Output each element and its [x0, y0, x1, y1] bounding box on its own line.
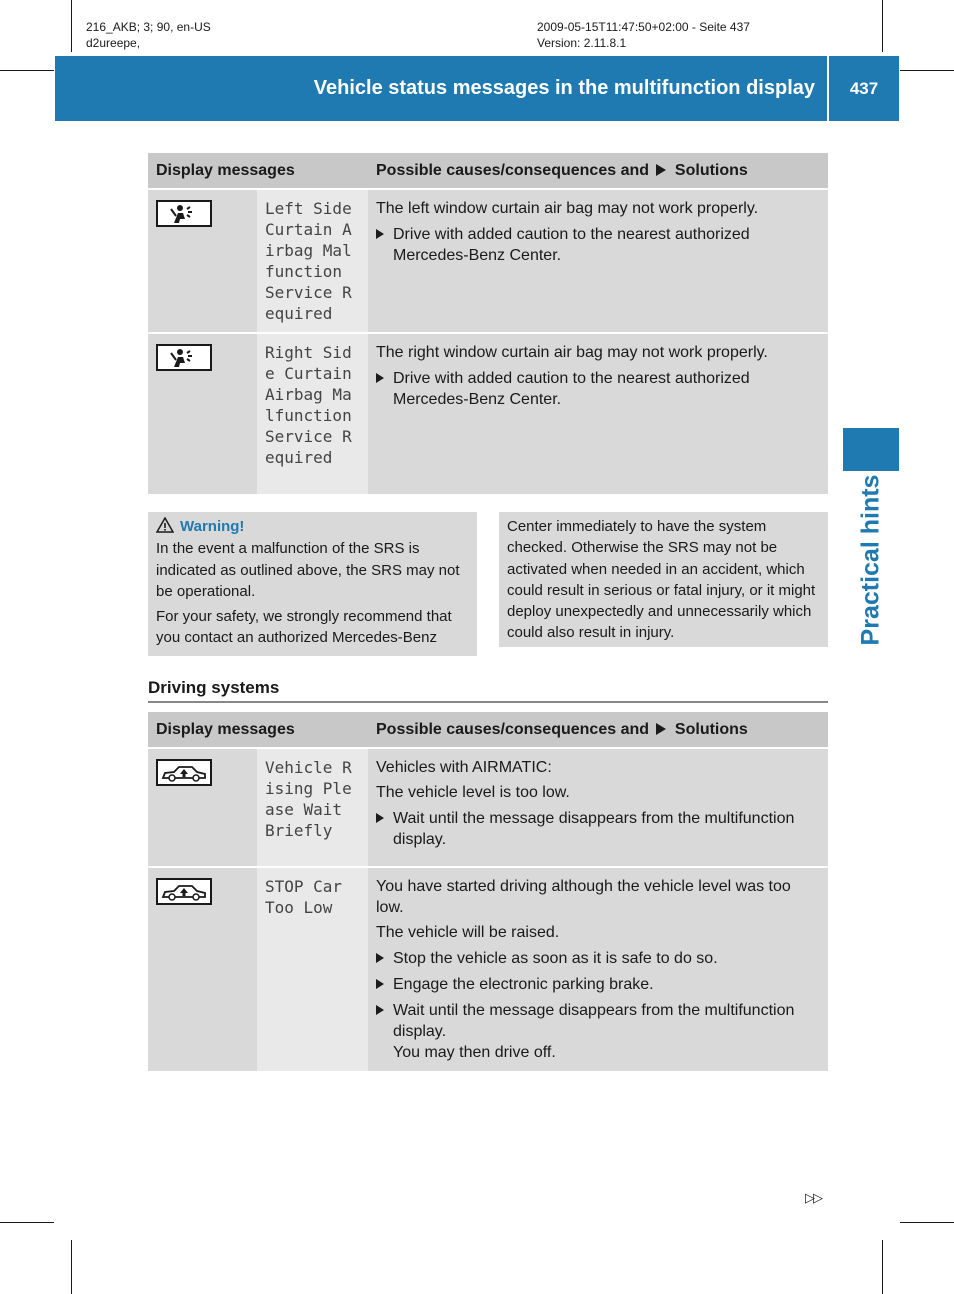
column-header-causes-label: Possible causes/consequences and	[376, 720, 650, 738]
bullet-arrow-icon	[376, 953, 384, 963]
column-header-display: Display messages	[148, 712, 368, 748]
column-header-causes	[368, 153, 828, 189]
section-heading: Driving systems	[148, 678, 280, 697]
meta-line: d2ureepe,	[86, 36, 141, 50]
crop-mark	[900, 70, 954, 71]
column-header-solutions-label: Solutions	[674, 720, 748, 738]
cause-text: The vehicle level is too low.	[376, 784, 570, 801]
causes-cell	[368, 189, 828, 333]
print-meta-right	[537, 19, 750, 51]
airbag-icon	[156, 344, 212, 371]
warning-heading	[148, 512, 477, 537]
continue-marker: ▷▷	[805, 1190, 821, 1205]
crop-mark	[882, 1240, 883, 1294]
table-row	[148, 867, 828, 1071]
crop-mark	[71, 1240, 72, 1294]
solution-text: Drive with added caution to the nearest authorized Mercedes-Benz Center.	[393, 226, 750, 264]
bullet-arrow-icon	[376, 979, 384, 989]
bullet-arrow-icon	[376, 229, 384, 239]
icon-cell	[148, 189, 257, 333]
crop-mark	[0, 70, 54, 71]
icon-cell	[148, 748, 257, 867]
solution-text: Engage the electronic parking brake.	[393, 976, 654, 993]
print-meta-left	[86, 19, 211, 51]
table-row	[148, 189, 828, 333]
causes-cell	[368, 748, 828, 867]
warning-triangle-icon	[156, 517, 174, 533]
triangle-arrow-icon	[656, 164, 666, 176]
display-message: STOP Car Too Low	[257, 867, 368, 1071]
table-row	[148, 333, 828, 494]
solution-step	[376, 948, 820, 969]
solution-text: Stop the vehicle as soon as it is safe to do so.	[393, 950, 718, 967]
table-header-row	[148, 153, 828, 189]
page-title: Vehicle status messages in the multifunction display	[313, 77, 815, 99]
warning-box	[148, 512, 477, 656]
solution-text: Wait until the message disappears from the multifunction display.	[393, 1002, 795, 1040]
triangle-arrow-icon	[656, 723, 666, 735]
solution-step	[376, 368, 820, 410]
solution-step	[376, 808, 820, 850]
warning-text: Center immediately to have the system checked. Otherwise the SRS may not be activated when needed in an accident, which could result in serious or fatal injury, or it might deploy unexpectedly and unnecessarily which could also result in injury.	[507, 518, 816, 642]
section-divider	[148, 701, 828, 703]
meta-line: Version: 2.11.8.1	[537, 36, 627, 50]
meta-line: 2009-05-15T11:47:50+02:00 - Seite 437	[537, 20, 750, 34]
solution-note: You may then drive off.	[393, 1044, 556, 1061]
solution-text: Drive with added caution to the nearest authorized Mercedes-Benz Center.	[393, 370, 750, 408]
solution-step	[376, 1000, 820, 1042]
meta-line: 216_AKB; 3; 90, en-US	[86, 20, 211, 34]
warning-text: For your safety, we strongly recommend that you contact an authorized Mercedes-Benz	[156, 608, 452, 647]
table-header-row	[148, 712, 828, 748]
crop-mark	[0, 1222, 54, 1223]
car-raise-icon	[156, 759, 212, 786]
causes-cell	[368, 333, 828, 494]
car-raise-icon	[156, 878, 212, 905]
column-header-solutions-label: Solutions	[674, 161, 748, 179]
cause-text: The left window curtain air bag may not work properly.	[376, 200, 759, 217]
column-header-causes	[368, 712, 828, 748]
icon-cell	[148, 867, 257, 1071]
cause-text: Vehicles with AIRMATIC:	[376, 759, 552, 776]
bullet-arrow-icon	[376, 813, 384, 823]
solution-step	[376, 224, 820, 266]
status-messages-table	[148, 153, 828, 494]
display-message: Vehicle Rising Please Wait Briefly	[257, 748, 368, 867]
crop-mark	[882, 0, 883, 52]
cause-text: The right window curtain air bag may not work properly.	[376, 344, 768, 361]
display-message: Left Side Curtain Airbag Malfunction Service Required	[257, 189, 368, 333]
crop-mark	[900, 1222, 954, 1223]
cause-text: You have started driving although the vehicle level was too low.	[376, 878, 791, 916]
airbag-icon	[156, 200, 212, 227]
display-message: Right Side Curtain Airbag Malfunction Service Required	[257, 333, 368, 494]
column-header-display: Display messages	[148, 153, 368, 189]
solution-step	[376, 974, 820, 995]
driving-systems-table	[148, 712, 828, 1071]
page-number: 437	[829, 56, 899, 121]
crop-mark	[71, 0, 72, 52]
icon-cell	[148, 333, 257, 494]
solution-text: Wait until the message disappears from the multifunction display.	[393, 810, 795, 848]
bullet-arrow-icon	[376, 1005, 384, 1015]
bullet-arrow-icon	[376, 373, 384, 383]
warning-title: Warning!	[180, 518, 245, 535]
side-tab-label: Practical hints	[856, 474, 885, 646]
warning-text: In the event a malfunction of the SRS is indicated as outlined above, the SRS may not be operational.	[156, 540, 460, 600]
cause-text: The vehicle will be raised.	[376, 924, 560, 941]
table-row	[148, 748, 828, 867]
causes-cell	[368, 867, 828, 1071]
side-tab-marker	[843, 428, 899, 471]
column-header-causes-label: Possible causes/consequences and	[376, 161, 650, 179]
warning-box-continued	[499, 512, 828, 647]
